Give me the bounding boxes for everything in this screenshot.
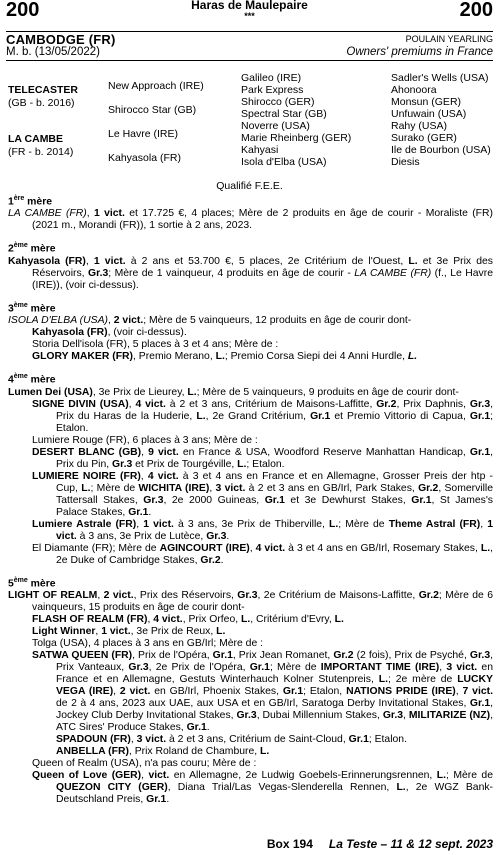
pedigree-g3-7: Kahyasi xyxy=(241,144,279,156)
horse-birth: M. b. (13/05/2022) xyxy=(6,46,100,58)
record-paragraph: FLASH OF REALM (FR), 4 vict., Prix Orfeo, L., Critérium d'Evry, L. xyxy=(32,614,344,626)
pedigree-g2-1: New Approach (IRE) xyxy=(108,80,204,92)
record-paragraph: SIGNE DIVIN (USA), 4 vict. à 2 et 3 ans, Critérium de Maisons-Laffitte, Gr.2, Prix Daphnis, Gr.3, Prix du Haras de la Huderie, L., 2e Grand Critérium, Gr.1 et Premio Vittorio di Capua, Gr.1; Etalon. xyxy=(32,398,493,434)
record-paragraph: Queen of Love (GER), vict. en Allemagne, 2e Ludwig Goebels-Erinnerungsrennen, L.; Mère de QUEZON CITY (GER), Diana Trial/Las Vegas-Slenderella Rennen, L., 2e WGZ Bank-Deutschland Preis, Gr.1. xyxy=(32,770,493,806)
consignor-name: Haras de Maulepaire xyxy=(191,0,308,12)
pedigree-g4-6: Surako (GER) xyxy=(391,132,457,144)
owners-premiums: Owners' premiums in France xyxy=(346,46,493,58)
record-paragraph: Light Winner, 1 vict., 3e Prix de Reux, L. xyxy=(32,626,226,638)
pedigree-g4-3: Monsun (GER) xyxy=(391,96,462,108)
pedigree-g4-5: Rahy (USA) xyxy=(391,120,448,132)
pedigree-g3-4: Spectral Star (GB) xyxy=(241,108,327,120)
box-number: Box 194 xyxy=(266,837,313,851)
pedigree-g4-2: Ahonoora xyxy=(391,84,437,96)
section-heading-1: 1ère mère xyxy=(8,195,53,208)
pedigree-g2-3: Le Havre (IRE) xyxy=(108,128,179,140)
pedigree-g3-8: Isola d'Elba (USA) xyxy=(241,156,327,168)
lot-number-left: 200 xyxy=(6,0,40,21)
dam-info: (FR - b. 2014) xyxy=(8,146,74,158)
record-paragraph: Lumiere Astrale (FR), 1 vict. à 3 ans, 3e Prix de Thiberville, L.; Mère de Theme Astral (FR), 1 vict. à 3 ans, 3e Prix de Lutèce, Gr.3. xyxy=(32,518,494,542)
section-heading-5: 5ème mère xyxy=(8,576,56,590)
record-paragraph: Lumen Dei (USA), 3e Prix de Lieurey, L.; Mère de 5 vainqueurs, 9 produits en âge de courir dont- xyxy=(8,386,459,398)
section-heading-3: 3ème mère xyxy=(8,301,56,315)
pedigree-g4-4: Unfuwain (USA) xyxy=(391,108,467,120)
record-paragraph: Queen of Realm (USA), n'a pas couru; Mère de : xyxy=(32,758,257,770)
pedigree-rule xyxy=(6,60,493,61)
produce-record xyxy=(8,193,493,806)
section-heading-4: 4ème mère xyxy=(8,373,56,386)
pedigree-g4-8: Diesis xyxy=(391,156,420,168)
sale-location: La Teste – 11 & 12 sept. 2023 xyxy=(328,837,493,851)
record-paragraph: SPADOUN (FR), 3 vict. à 2 et 3 ans, Critérium de Saint-Cloud, Gr.1; Etalon. xyxy=(56,734,407,746)
section-heading-2: 2ème mère xyxy=(8,242,56,255)
pedigree-g3-1: Galileo (IRE) xyxy=(241,72,302,84)
page-header xyxy=(0,0,499,24)
record-paragraph: Storia Dell'isola (FR), 5 places à 3 et 4 ans; Mère de : xyxy=(32,339,279,351)
pedigree-g2-2: Shirocco Star (GB) xyxy=(108,104,197,116)
page-footer xyxy=(267,837,493,851)
record-paragraph: Kahyasola (FR), 1 vict. à 2 ans et 53.700 €, 5 places, 2e Critérium de l'Ouest, L. et 3e Prix des Réservoirs, Gr.3; Mère de 1 vainqueur, 4 produits en âge de courir - LA CAMBE (FR) (f., Le Havre (IRE)), (voir ci-dessus). xyxy=(8,255,494,291)
qualification-note: Qualifié F.E.E. xyxy=(216,180,283,192)
record-paragraph: LA CAMBE (FR), 1 vict. et 17.725 €, 4 places; Mère de 2 produits en âge de courir - Moraliste (FR) (2021 m., Morandi (FR)), 1 sortie à 2 ans, 2023. xyxy=(8,208,493,232)
record-paragraph: ANBELLA (FR), Prix Roland de Chambure, L. xyxy=(56,746,270,758)
consignor-stars: *** xyxy=(244,11,255,21)
record-paragraph: LIGHT OF REALM, 2 vict., Prix des Réservoirs, Gr.3, 2e Critérium de Maisons-Laffitte, Gr.2; Mère de 6 vainqueurs, 15 produits en âge de courir dont- xyxy=(8,590,494,614)
record-paragraph: LUMIERE NOIRE (FR), 4 vict. à 3 et 4 ans en France et en Allemagne, Grosser Preis der htp - Cup, L.; Mère de WICHITA (IRE), 3 vict. à 2 et 3 ans en GB/Irl, Park Stakes, Gr.2, Somerville Tattersall Stakes, Gr.3, 2e 2000 Guineas, Gr.1 et 3e Dewhurst Stakes, Gr.1, St James's Palace Stakes, Gr.1. xyxy=(32,470,493,518)
record-paragraph: DESERT BLANC (GB), 9 vict. en France & USA, Woodford Reserve Manhattan Handicap, Gr.1, Prix du Pin, Gr.3 et Prix de Tourgéville, L.; Etalon. xyxy=(32,446,493,470)
record-paragraph: GLORY MAKER (FR), Premio Merano, L.; Premio Corsa Siepi dei 4 Anni Hurdle, L. xyxy=(32,351,418,363)
pedigree-g4-1: Sadler's Wells (USA) xyxy=(391,72,489,84)
pedigree-g3-2: Park Express xyxy=(241,84,304,96)
record-paragraph: Kahyasola (FR), (voir ci-dessus). xyxy=(32,327,187,339)
record-paragraph: Lumiere Rouge (FR), 6 places à 3 ans; Mère de : xyxy=(32,434,258,446)
pedigree-g4-7: Ile de Bourbon (USA) xyxy=(391,144,491,156)
pedigree-g3-6: Marie Rheinberg (GER) xyxy=(241,132,352,144)
pedigree-g3-3: Shirocco (GER) xyxy=(241,96,315,108)
sire-name: TELECASTER xyxy=(8,84,79,96)
pedigree-g2-4: Kahyasola (FR) xyxy=(108,152,181,164)
horse-name: CAMBODGE (FR) xyxy=(6,32,116,47)
record-paragraph: SATWA QUEEN (FR), Prix de l'Opéra, Gr.1, Prix Jean Romanet, Gr.2 (2 fois), Prix de Psyché, Gr.3, Prix Vanteaux, Gr.3, 2e Prix de l'Opéra, Gr.1; Mère de IMPORTANT TIME (IRE), 3 vict. en France et en Allemagne, Gestuts Winterhauch Kolner Stutenpreis, L.; 2e mère de LUCKY VEGA (IRE), 2 vict. en GB/Irl, Phoenix Stakes, Gr.1; Etalon, NATIONS PRIDE (IRE), 7 vict. de 2 à 4 ans, 2023 aux UAE, aux USA et en GB/Irl, Saratoga Derby Invitational Stakes, Gr.1, Jockey Club Derby Invitational Stakes, Gr.3, Dubai Millennium Stakes, Gr.3, MILITARIZE (NZ), ATC Sires' Produce Stakes, Gr.1. xyxy=(32,650,494,734)
record-paragraph: ISOLA D'ELBA (USA), 2 vict.; Mère de 5 vainqueurs, 12 produits en âge de courir dont- xyxy=(8,315,412,327)
pedigree-g3-5: Noverre (USA) xyxy=(241,120,310,132)
record-paragraph: El Diamante (FR); Mère de AGINCOURT (IRE), 4 vict. à 3 et 4 ans en GB/Irl, Rosemary Stakes, L., 2e Duke of Cambridge Stakes, Gr.2. xyxy=(32,542,493,566)
horse-category: POULAIN YEARLING xyxy=(405,34,493,44)
record-paragraph: Tolga (USA), 4 places à 3 ans en GB/Irl; Mère de : xyxy=(32,638,264,650)
sire-info: (GB - b. 2016) xyxy=(8,97,75,109)
lot-number-right: 200 xyxy=(459,0,493,21)
dam-name: LA CAMBE xyxy=(8,133,64,145)
